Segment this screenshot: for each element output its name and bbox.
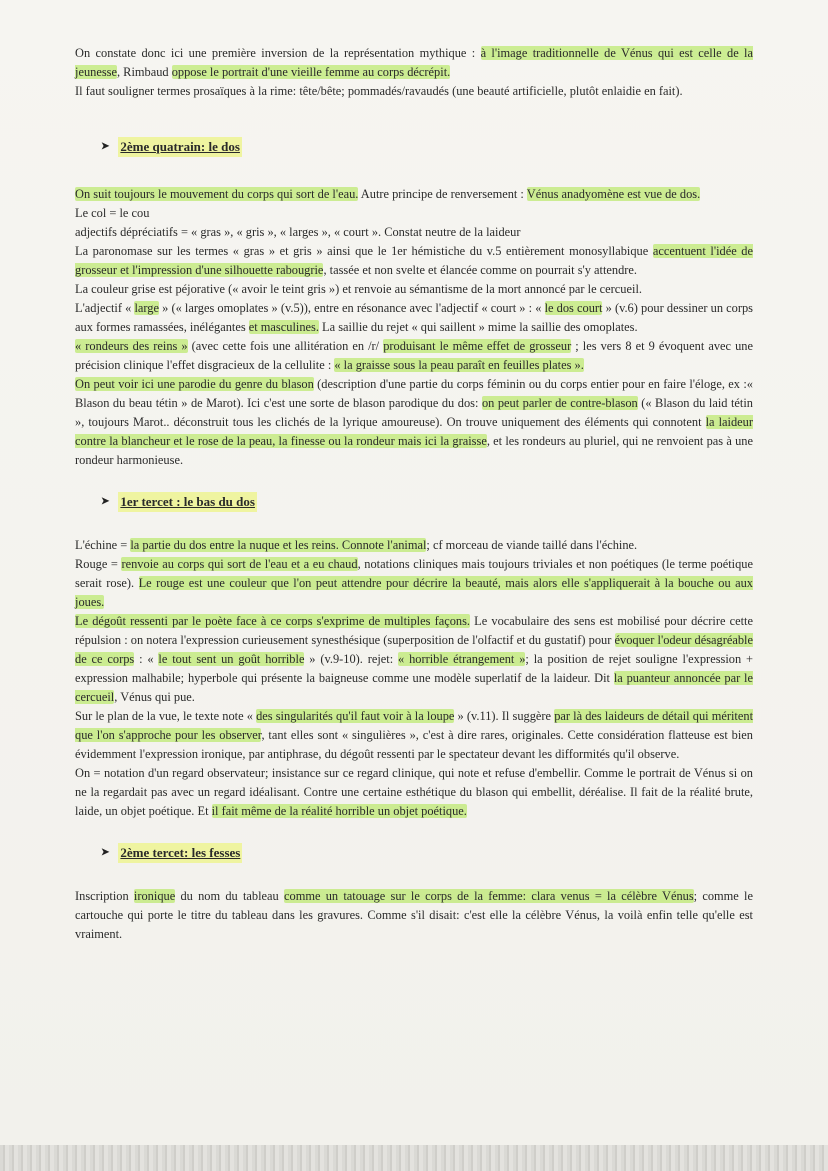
text-run: La paronomase sur les termes « gras » et gris » ainsi que le 1er hémistiche du v.5 entièrement monosyllabique — [75, 244, 653, 258]
s1-paragraph-4 — [75, 242, 753, 280]
text-run: ; la position de rejet souligne l'expression + expression malhabile; hyperbole qui présente la baigneuse comme une modèle superlatif de la laideur. Dit — [75, 652, 753, 685]
arrow-bullet-icon: ➤ — [101, 847, 110, 858]
text-run: ; comme le cartouche qui porte le titre du tableau dans les gravures. Comme s'il disait: c'est elle la célèbre Vénus, la voilà enfin telle qu'elle est vraiment. — [75, 889, 753, 941]
section-heading-2eme-quatrain: ➤ 2ème quatrain: le dos — [75, 137, 753, 157]
highlight: On suit toujours le mouvement du corps qui sort de l'eau. — [75, 187, 359, 201]
section-heading-1er-tercet: ➤ 1er tercet : le bas du dos — [75, 492, 753, 512]
scan-edge-decoration — [0, 1145, 828, 1171]
highlight: On peut voir ici une parodie du genre du blason — [75, 377, 314, 391]
s1-paragraph-2: Le col = le cou — [75, 206, 150, 220]
highlight: « horrible étrangement » — [398, 652, 526, 666]
highlight: le dos court — [544, 301, 603, 315]
text-run: , notations cliniques mais toujours triviales et non poétiques (le terme poétique serait rose). — [75, 557, 753, 590]
s3-paragraph-1 — [75, 887, 753, 944]
highlight: oppose le portrait d'une vieille femme au corps décrépit. — [171, 65, 451, 79]
intro-paragraph-1 — [75, 44, 753, 82]
highlight: il fait même de la réalité horrible un objet poétique. — [211, 804, 467, 818]
text-run: du nom du tableau — [175, 889, 284, 903]
highlight: ironique — [133, 889, 176, 903]
highlight: « rondeurs des reins » — [75, 339, 188, 353]
highlight: à l'image traditionnelle de Vénus qui est celle de la jeunesse — [75, 46, 754, 79]
s2-paragraph-4 — [75, 707, 753, 764]
highlight: comme un tatouage sur le corps de la femme: clara venus = la célèbre Vénus — [284, 889, 694, 903]
highlight: la partie du dos entre la nuque et les reins. Connote l'animal — [130, 538, 427, 552]
highlight: des singularités qu'il faut voir à la loupe — [256, 709, 455, 723]
highlight: renvoie au corps qui sort de l'eau et a eu chaud — [121, 557, 358, 571]
highlight: produisant le même effet de grosseur — [383, 339, 572, 353]
highlight: Le dégoût ressenti par le poète face à ce corps s'exprime de multiples façons. — [75, 614, 471, 628]
text-run: , tassée et non svelte et élancée comme on pourrait s'y attendre. — [323, 263, 638, 277]
text-run: , Vénus qui pue. — [114, 690, 195, 704]
s2-paragraph-1 — [75, 536, 753, 555]
s1-paragraph-3: adjectifs dépréciatifs = « gras », « gris », « larges », « court ». Constat neutre de la laideur — [75, 225, 521, 239]
text-run: , et les rondeurs au pluriel, qui ne renvoient pas à une rondeur harmonieuse. — [75, 434, 753, 467]
text-run: (avec cette fois une allitération en /r/ — [187, 339, 384, 353]
section-heading-2eme-tercet: ➤ 2ème tercet: les fesses — [75, 843, 753, 863]
arrow-bullet-icon: ➤ — [101, 141, 110, 152]
text-run: La saillie du rejet « qui saillent » mime la saillie des omoplates. — [318, 320, 638, 334]
document-body — [75, 44, 753, 944]
highlight: large — [134, 301, 159, 315]
arrow-bullet-icon: ➤ — [101, 496, 110, 507]
text-run: Rouge = — [75, 557, 122, 571]
text-run: » (v.9-10). rejet: — [304, 652, 399, 666]
s1-paragraph-6 — [75, 299, 753, 337]
text-run: ; cf morceau de viande taillé dans l'échine. — [426, 538, 638, 552]
text-run: Sur le plan de la vue, le texte note « — [75, 709, 257, 723]
highlight: « la graisse sous la peau paraît en feuilles plates ». — [334, 358, 584, 372]
text-run: » (v.6) pour dessiner un corps aux formes ramassées, inélégantes — [75, 301, 753, 334]
text-run: L'adjectif « — [75, 301, 135, 315]
text-run: (« Blason du laid tétin », toujours Marot.. déconstruit tous les clichés de la lyrique amoureuse). On trouve uniquement des éléments qui connotent — [75, 396, 753, 429]
text-run: Le vocabulaire des sens est mobilisé pour décrire cette répulsion : on notera l'expression curieusement synesthésique (superposition de l'olfactif et du gustatif) pour — [75, 614, 753, 647]
highlight: Le rouge est une couleur que l'on peut attendre pour décrire la beauté, mais alors elle s'appliquerait à la bouche ou aux joues. — [75, 576, 753, 609]
highlight: Vénus anadyomène est vue de dos. — [526, 187, 701, 201]
text-run: On constate donc ici une première inversion de la représentation mythique : — [75, 46, 481, 60]
s2-paragraph-2 — [75, 555, 753, 612]
intro-paragraph-2: Il faut souligner termes prosaïques à la rime: tête/bête; pommadés/ravaudés (une beauté artificielle, plutôt enlaidie en fait). — [75, 84, 683, 98]
highlight: évoquer l'odeur désagréable de ce corps — [75, 633, 754, 666]
highlight: et masculines. — [248, 320, 319, 334]
text-run: (description d'une partie du corps féminin ou du corps entier pour en faire l'éloge, ex :« Blason du beau tétin » de Marot). Ici c'est une sorte de blason parodique du dos: — [75, 377, 754, 410]
text-run: L'échine = — [75, 538, 131, 552]
s1-paragraph-8 — [75, 375, 753, 470]
text-run: Autre principe de renversement : — [358, 187, 527, 201]
text-run: , Rimbaud — [116, 65, 172, 79]
highlight: la puanteur annoncée par le cercueil — [75, 671, 753, 704]
highlight: accentuent l'idée de grosseur et l'impression d'une silhouette rabougrie — [75, 244, 753, 277]
text-run: » (v.11). Il suggère — [454, 709, 555, 723]
text-run: ; les vers 8 et 9 évoquent avec une précision clinique l'effet disgracieux de la cellulite : — [75, 339, 753, 372]
s2-paragraph-5 — [75, 764, 753, 821]
s1-paragraph-5: La couleur grise est péjorative (« avoir le teint gris ») et renvoie au sémantisme de la mort annoncé par le cercueil. — [75, 282, 642, 296]
highlight: par là des laideurs de détail qui méritent que l'on s'approche pour les observer — [75, 709, 754, 742]
s1-paragraph-1 — [75, 185, 753, 204]
s2-paragraph-3 — [75, 612, 753, 707]
highlight: le tout sent un goût horrible — [158, 652, 305, 666]
s1-paragraph-7 — [75, 337, 753, 375]
text-run: On = notation d'un regard observateur; insistance sur ce regard clinique, qui note et refuse d'embellir. Comme le portrait de Vénus si on ne la regardait pas avec un regard idéalisant. Contre une certaine esthétique du blason qui embellit, déréalise. Il fait de la réalité brute, laide, un objet poétique. Et — [75, 766, 753, 818]
text-run: , tant elles sont « singulières », c'est à dire rares, originales. Cette considération flatteuse est bien évidemment l'expression ironique, par antiphrase, du dégoût ressenti par le spectateur devant les difformités qu'il observe. — [75, 728, 753, 761]
highlight: on peut parler de contre-blason — [481, 396, 638, 410]
text-run: : « — [134, 652, 159, 666]
text-run: Inscription — [75, 889, 134, 903]
text-run: » (« larges omoplates » (v.5)), entre en résonance avec l'adjectif « court » : « — [158, 301, 545, 315]
highlight: la laideur contre la blancheur et le rose de la peau, la finesse ou la rondeur mais ici la graisse — [75, 415, 753, 448]
